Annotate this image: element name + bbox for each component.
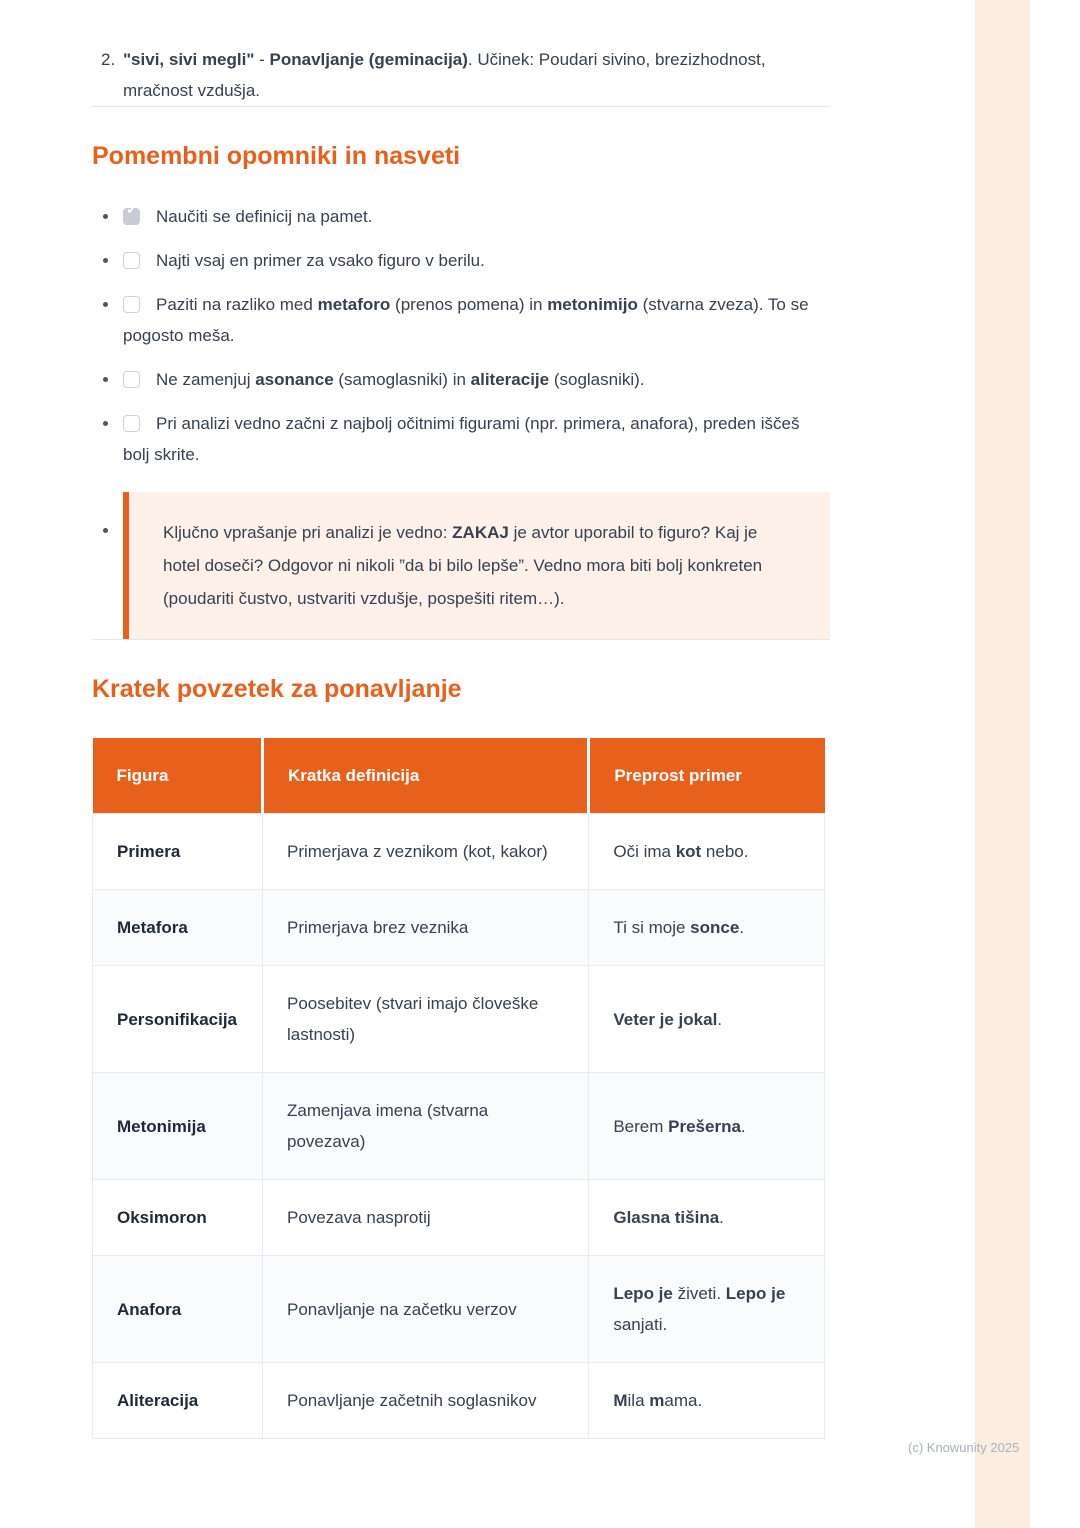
figure-name-cell: Metafora [93,890,263,966]
definition-cell: Ponavljanje začetnih soglasnikov [262,1363,588,1439]
checklist-item-text: Pri analizi vedno začni z najbolj očitnimi figurami (npr. primera, anafora), preden iščeš bolj skrite. [123,414,800,464]
checkbox[interactable] [123,296,140,313]
checklist-item [92,245,830,276]
checklist-item-text: Najti vsaj en primer za vsako figuro v berilu. [156,251,485,270]
example-cell: Lepo je živeti. Lepo je sanjati. [589,1256,825,1363]
checkbox[interactable] [123,208,140,225]
copyright-notice: (c) Knowunity 2025 [908,1440,1020,1455]
figure-name-cell: Aliteracija [93,1363,263,1439]
checklist-item [92,289,830,351]
example-cell: Ti si moje sonce. [589,890,825,966]
checkbox[interactable] [123,252,140,269]
section-divider [92,639,830,640]
example-cell: Glasna tišina. [589,1180,825,1256]
example-cell: Oči ima kot nebo. [589,814,825,890]
table-header-row [93,738,825,814]
table-row [93,1363,825,1439]
figure-name-cell: Anafora [93,1256,263,1363]
checklist-item [92,364,830,395]
checkbox[interactable] [123,415,140,432]
definition-cell: Primerjava brez veznika [262,890,588,966]
list-item-number: 2. [101,50,116,69]
callout-text: Ključno vprašanje pri analizi je vedno: ZAKAJ je avtor uporabil to figuro? Kaj je hotel doseči? Odgovor ni nikoli ”da bi bilo lepše”. Vedno mora biti bolj konkreten (poudariti čustvo, ustvariti vzdušje, pospešiti ritem…). [163,523,763,608]
definition-cell: Povezava nasprotij [262,1180,588,1256]
checklist-item [92,201,830,232]
section-heading-reminders: Pomembni opomniki in nasveti [92,142,461,170]
column-header-primer: Preprost primer [589,738,825,814]
figure-name-cell: Primera [93,814,263,890]
table-row [93,890,825,966]
definition-cell: Poosebitev (stvari imajo človeške lastnosti) [262,966,588,1073]
example-cell: Veter je jokal. [589,966,825,1073]
callout-bullet-row [92,492,830,639]
figure-name-cell: Metonimija [93,1073,263,1180]
checkbox[interactable] [123,371,140,388]
column-header-definicija: Kratka definicija [262,738,588,814]
section-divider [92,106,830,107]
table-row [93,966,825,1073]
list-item-text: "sivi, sivi megli" - Ponavljanje (geminacija). Učinek: Poudari sivino, brezizhodnost, mračnost vzdušja. [123,50,766,100]
page-edge-strip [975,0,1030,1528]
checklist-item-text: Naučiti se definicij na pamet. [156,207,373,226]
key-question-callout [123,492,830,639]
example-cell: Mila mama. [589,1363,825,1439]
definition-cell: Primerjava z veznikom (kot, kakor) [262,814,588,890]
figure-name-cell: Personifikacija [93,966,263,1073]
document-content [92,0,830,1439]
figure-name-cell: Oksimoron [93,1180,263,1256]
section-heading-summary: Kratek povzetek za ponavljanje [92,675,462,703]
definition-cell: Ponavljanje na začetku verzov [262,1256,588,1363]
table-row [93,1256,825,1363]
checklist-item [92,408,830,470]
checklist-item-text: Paziti na razliko med metaforo (prenos pomena) in metonimijo (stvarna zveza). To se pogosto meša. [123,295,809,345]
definition-cell: Zamenjava imena (stvarna povezava) [262,1073,588,1180]
figures-summary-table [92,738,825,1439]
example-cell: Berem Prešerna. [589,1073,825,1180]
numbered-list-item [92,44,830,106]
table-row [93,814,825,890]
column-header-figura: Figura [93,738,263,814]
table-row [93,1073,825,1180]
table-row [93,1180,825,1256]
checklist-item-text: Ne zamenjuj asonance (samoglasniki) in aliteracije (soglasniki). [156,370,645,389]
reminders-checklist [92,201,830,470]
